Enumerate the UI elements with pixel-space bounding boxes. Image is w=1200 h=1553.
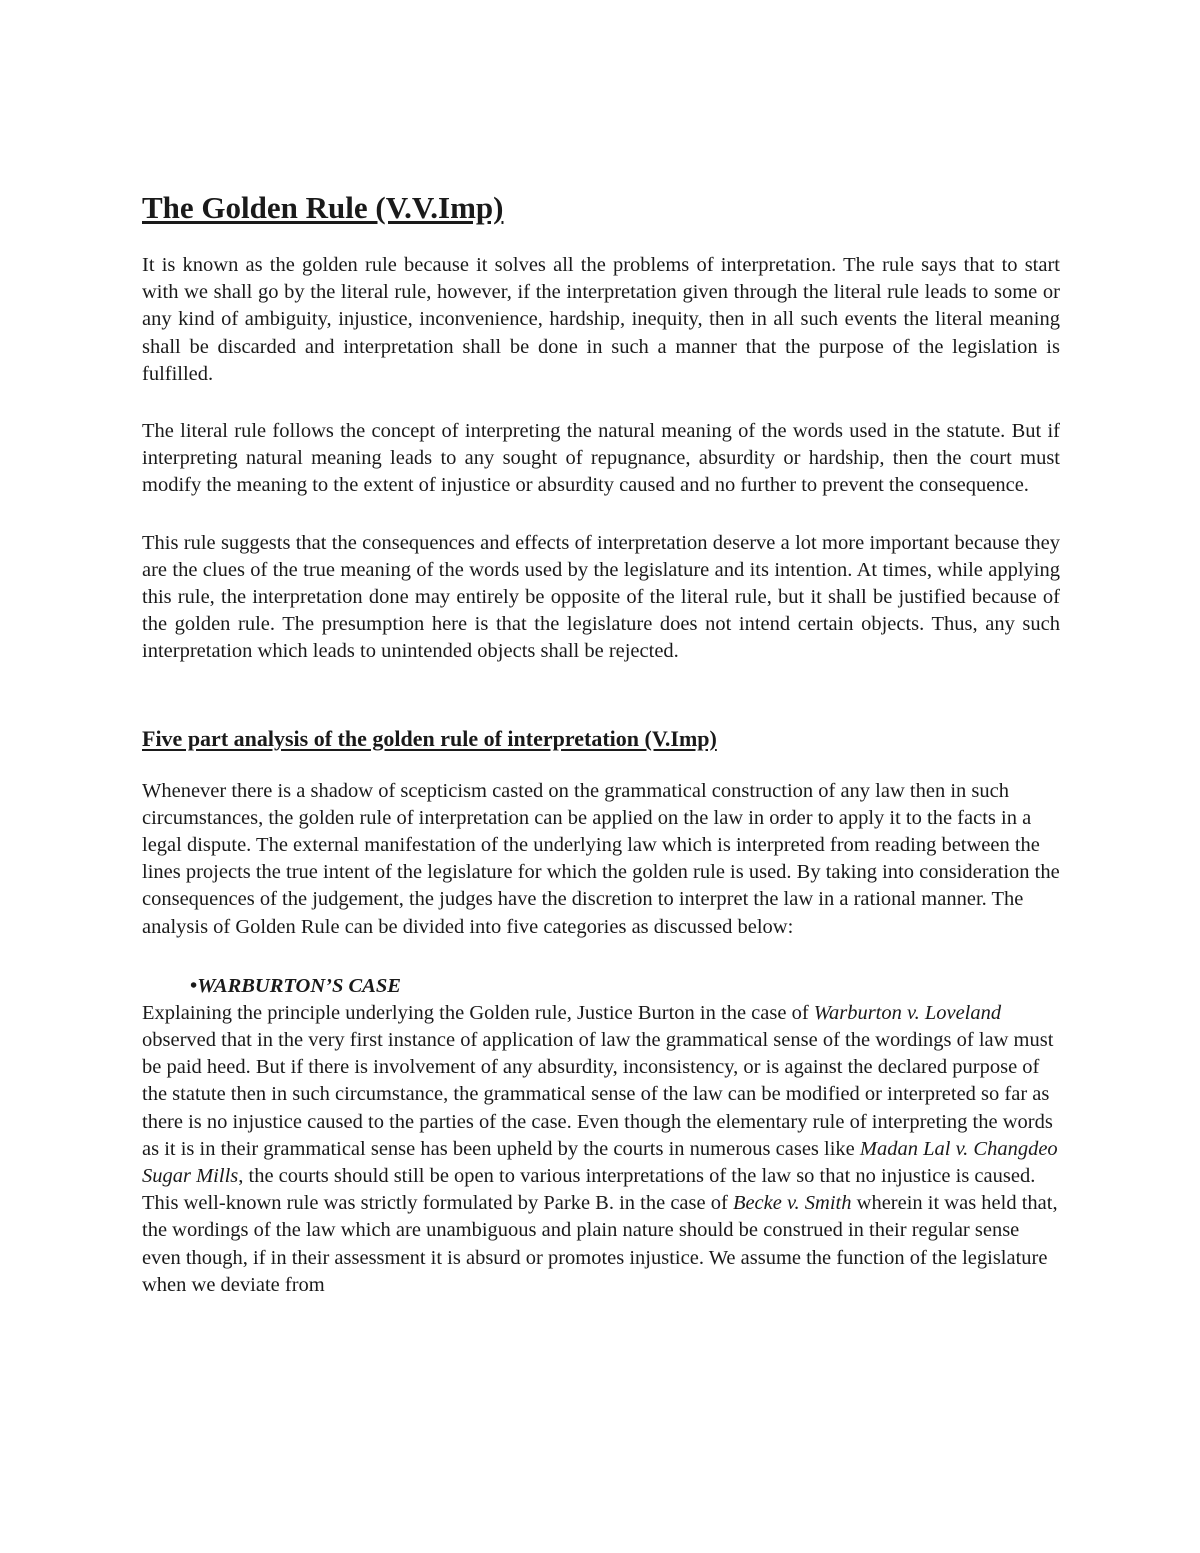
paragraph-3: This rule suggests that the consequences and effects of interpretation deserve a lot more important because they are the clues of the true meaning of the words used by the legislature and its intention. At times, while applying this rule, the interpretation done may entirely be opposite of the literal rule, but it shall be justified because of the golden rule. The presumption here is that the legislature does not intend certain objects. Thus, any such interpretation which leads to unintended objects shall be rejected.	[142, 531, 1060, 663]
case-text-1: Explaining the principle underlying the Golden rule, Justice Burton in the case of	[142, 1001, 814, 1024]
case-heading: WARBURTON’S CASE	[197, 974, 401, 997]
paragraph-1: It is known as the golden rule because it solves all the problems of interpretation. The rule says that to start with we shall go by the literal rule, however, if the interpretation given through the literal rule leads to some or any kind of ambiguity, injustice, inconvenience, hardship, inequity, then in all such events the literal meaning shall be discarded and interpretation shall be done in such a manner that the purpose of the legislation is fulfilled.	[142, 254, 1060, 385]
case-name-madan-lal: Madan Lal v. Changdeo Sugar Mills	[142, 1137, 1058, 1188]
section-paragraph: Whenever there is a shadow of scepticism casted on the grammatical construction of any law then in such circumstances, the golden rule of interpretation can be applied on the law in order to apply it to the facts in a legal dispute. The external manifestation of the underlying law which is interpreted from reading between the lines projects the true intent of the legislature for which the golden rule is used. By taking into consideration the consequences of the judgement, the judges have the discretion to interpret the law in a rational manner. The analysis of Golden Rule can be divided into five categories as discussed below:	[142, 779, 1060, 938]
case-name-warburton: Warburton v. Loveland	[813, 1001, 1002, 1024]
bullet-icon: •	[190, 974, 198, 997]
document-title: The Golden Rule (V.V.Imp)	[142, 190, 504, 225]
paragraph-2: The literal rule follows the concept of interpreting the natural meaning of the words used in the statute. But if interpreting natural meaning leads to any sought of repugnance, absurdity or hardship, then the court must modify the meaning to the extent of injustice or absurdity caused and no further to prevent the consequence.	[142, 420, 1060, 497]
case-text-4: wherein it was held that, the wordings of the law which are unambiguous and plain nature should be construed in their regular sense even though, if in their assessment it is absurd or promotes injustice. We assume the function of the legislature when we deviate from	[142, 1192, 1058, 1296]
case-text-3: , the courts should still be open to various interpretations of the law so that no injustice is caused. This well-known rule was strictly formulated by Parke B. in the case of	[142, 1165, 1036, 1215]
case-paragraph	[142, 1000, 1060, 1299]
case-heading-row	[142, 973, 1060, 1000]
case-text-2: observed that in the very first instance of application of law the grammatical sense of the wordings of law must be paid heed. But if there is involvement of any absurdity, inconsistency, or is against the declared purpose of the statute then in such circumstance, the grammatical sense of the law can be modified or interpreted so far as there is no injustice caused to the parties of the case. Even though the elementary rule of interpreting the words as it is in their grammatical sense has been upheld by the courts in numerous cases like	[142, 1029, 1054, 1160]
document-page	[142, 188, 1060, 1299]
case-name-becke: Becke v. Smith	[732, 1192, 852, 1215]
section-heading: Five part analysis of the golden rule of interpretation (V.Imp)	[142, 725, 717, 751]
